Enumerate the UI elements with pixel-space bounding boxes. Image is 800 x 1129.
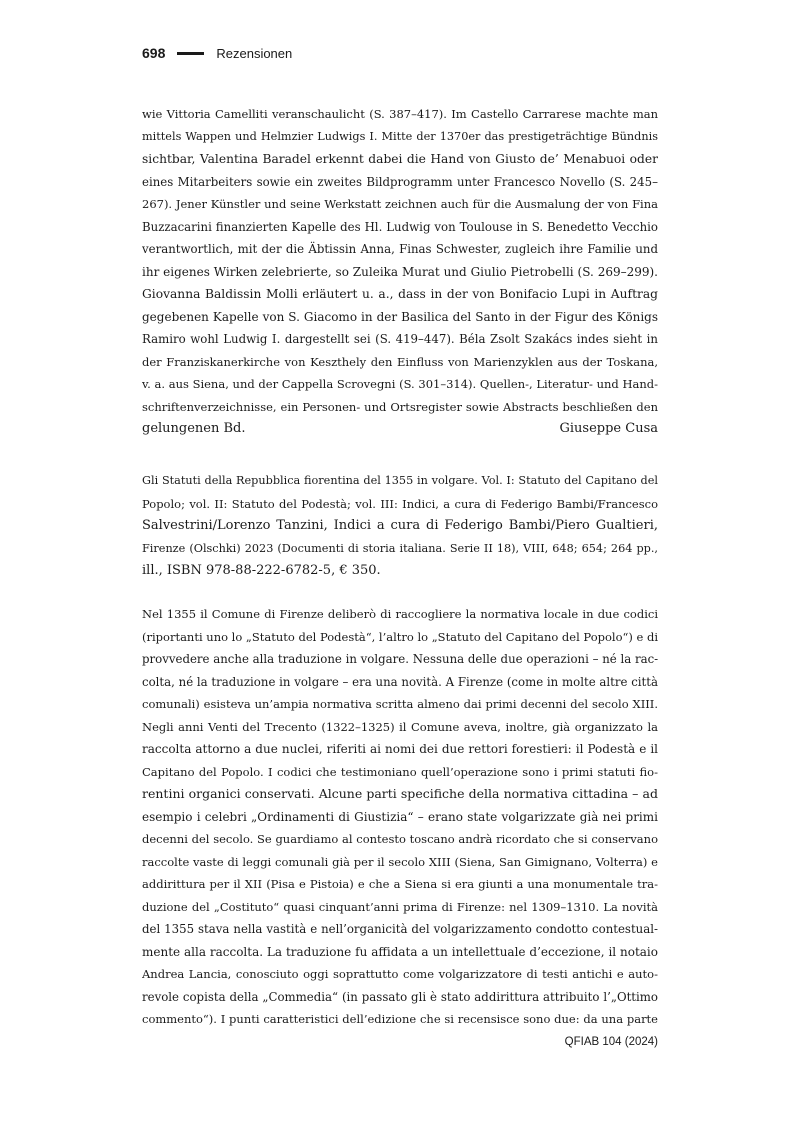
text-line: v. a. aus Siena, und der Cappella Scrovegni (S. 301–314). Quellen-, Literatur- und Hand- [142,377,658,391]
text-line: addirittura per il XII (Pisa e Pistoia) e che a Siena si era giunti a una monumentale tra- [142,877,658,891]
text-line: wie Vittoria Camelliti veranschaulicht (S. 387–417). Im Castello Carrarese machte man [142,107,658,121]
text-line: (riportanti uno lo „Statuto del Podestà“, l’altro lo „Statuto del Capitano del Popolo“) e di [142,629,658,644]
bibliography-line: Gli Statuti della Repubblica fiorentina del 1355 in volgare. Vol. I: Statuto del Capitano del [142,474,658,487]
bibliographic-entry [142,470,658,583]
text-line: schriftenverzeichnisse, ein Personen- und Ortsregister sowie Abstracts beschließen den [142,399,658,414]
previous-review-ending [142,103,658,441]
section-title: Rezensionen [216,45,293,61]
text-line: mittels Wappen und Helmzier Ludwigs I. Mitte der 1370er das prestigeträchtige Bündnis [142,129,658,143]
text-line: mente alla raccolta. La traduzione fu affidata a un intellettuale d’eccezione, il notaio [142,944,658,959]
journal-footer: QFIAB 104 (2024) [564,1036,658,1048]
bibliography-line: ill., ISBN 978-88-222-6782-5, € 350. [142,563,381,578]
text-line: 267). Jener Künstler und seine Werkstatt zeichnen auch für die Ausmalung der von Fina [142,197,658,211]
text-line: ihr eigenes Wirken zelebrierte, so Zuleika Murat und Giulio Pietrobelli (S. 269–299). [142,264,658,279]
text-line: raccolta attorno a due nuclei, riferiti ai nomi dei due rettori forestieri: il Podestà e il [142,742,658,756]
text-line: gelungenen Bd. [142,421,246,436]
bibliography-line: Salvestrini/Lorenzo Tanzini, Indici a cura di Federigo Bambi/Piero Gualtieri, [142,518,658,533]
page-number: 698 [142,45,166,61]
text-line: sichtbar, Valentina Baradel erkennt dabei die Hand von Giusto de’ Menabuoi oder [142,152,658,166]
text-line: Capitano del Popolo. I codici che testimoniano quell’operazione sono i primi statuti fio- [142,764,658,779]
header-rule [177,52,204,55]
text-line: Nel 1355 il Comune di Firenze deliberò di raccogliere la normativa locale in due codici [142,607,658,621]
text-line: Ramiro wohl Ludwig I. dargestellt sei (S. 419–447). Béla Zsolt Szakács indes sieht in [142,332,658,346]
text-line: Negli anni Venti del Trecento (1322–1325) il Comune aveva, inoltre, già organizzato la [142,719,658,734]
text-line: Giovanna Baldissin Molli erläutert u. a., dass in der von Bonifacio Lupi in Auftrag [142,287,658,301]
text-line: esempio i celebri „Ordinamenti di Giustizia“ – erano state volgarizzate già nei primi [142,809,658,824]
text-line: rentini organici conservati. Alcune parti specifiche della normativa cittadina – ad [142,786,658,801]
text-line: Andrea Lancia, conosciuto oggi soprattutto come volgarizzatore di testi antichi e auto- [142,967,658,981]
text-line: duzione del „Costituto“ quasi cinquant’anni prima di Firenze: nel 1309–1310. La novità [142,899,658,914]
text-line: der Franziskanerkirche von Keszthely den Einfluss von Marienzyklen aus der Toskana, [142,354,658,369]
text-line: comunali) esisteva un’ampia normativa scritta almeno dai primi decenni del secolo XIII. [142,697,658,711]
running-head [142,43,292,63]
bibliography-line: Popolo; vol. II: Statuto del Podestà; vol. III: Indici, a cura di Federigo Bambi/Francesco [142,496,658,511]
text-line: revole copista della „Commedia“ (in passato gli è stato addirittura attribuito l’„Ottimo [142,989,658,1004]
text-line: verantwortlich, mit der die Äbtissin Anna, Finas Schwester, zugleich ihre Familie und [142,242,658,256]
review-last-line [142,418,658,441]
text-line: decenni del secolo. Se guardiamo al contesto toscano andrà ricordato che si conservano [142,832,658,846]
text-line: eines Mitarbeiters sowie ein zweites Bildprogramm unter Francesco Novello (S. 245– [142,174,658,189]
text-line: provvedere anche alla traduzione in volgare. Nessuna delle due operazioni – né la rac- [142,652,658,666]
text-line: gegebenen Kapelle von S. Giacomo in der Basilica del Santo in der Figur des Königs [142,309,658,324]
bibliography-line: Firenze (Olschki) 2023 (Documenti di storia italiana. Serie II 18), VIII, 648; 654; 264 pp., [142,541,658,555]
text-line: colta, né la traduzione in volgare – era una novità. A Firenze (come in molte altre città [142,674,658,689]
review-body [142,603,658,1031]
text-line: del 1355 stava nella vastità e nell’organicità del volgarizzamento condotto contestual- [142,922,658,936]
text-line: commento“). I punti caratteristici dell’edizione che si recensisce sono due: da una parte [142,1012,658,1026]
text-line: raccolte vaste di leggi comunali già per il secolo XIII (Siena, San Gimignano, Volterra) e [142,854,658,869]
text-line: Buzzacarini finanzierten Kapelle des Hl. Ludwig von Toulouse in S. Benedetto Vecchio [142,219,658,234]
reviewer-name: Giuseppe Cusa [559,421,658,436]
